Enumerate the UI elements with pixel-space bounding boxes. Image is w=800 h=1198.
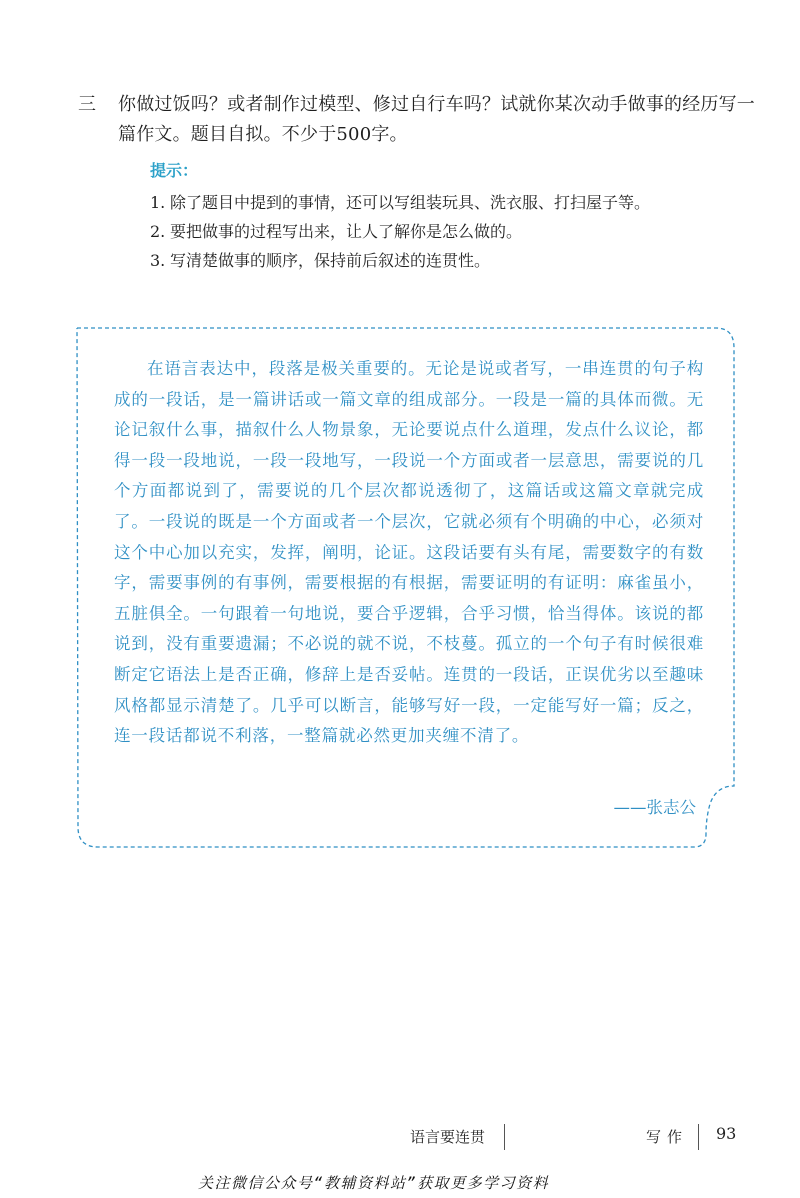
watermark-text: 关注微信公众号“教辅资料站”获取更多学习资料: [198, 1174, 550, 1192]
quote-box: [76, 324, 736, 851]
hint-text: 写清楚做事的顺序，保持前后叙述的连贯性。: [170, 251, 491, 270]
hint-item: [150, 246, 770, 275]
hint-text: 除了题目中提到的事情，还可以写组装玩具、洗衣服、打扫屋子等。: [170, 193, 651, 212]
hint-item: [150, 188, 770, 217]
footer-divider: [698, 1124, 699, 1150]
exercise-number: 三: [78, 94, 96, 115]
hint-list: [150, 188, 770, 275]
footer-divider: [504, 1124, 505, 1150]
hint-number: 1.: [150, 193, 166, 212]
hint-title: 提示：: [150, 161, 199, 180]
hint-text: 要把做事的过程写出来，让人了解你是怎么做的。: [170, 222, 523, 241]
footer-lesson-title: 语言要连贯: [410, 1128, 486, 1146]
page-number: 93: [716, 1124, 737, 1143]
hint-number: 2.: [150, 222, 166, 241]
quote-author: ——张志公: [613, 798, 696, 817]
footer-section-title: 写作: [646, 1128, 689, 1146]
hint-number: 3.: [150, 251, 166, 270]
quote-paragraph: 在语言表达中，段落是极关重要的。无论是说或者写，一串连贯的句子构成的一段话，是一篇讲话或一篇文章的组成部分。一段是一篇的具体而微。无论记叙什么事，描叙什么人物景象，无论要说点什么道理，发点什么议论，都得一段一段地说，一段一段地写，一段说一个方面或者一层意思，需要说的几个方面都说到了，需要说的几个层次都说透彻了，这篇话或这篇文章就完成了。一段说的既是一个方面或者一个层次，它就必须有个明确的中心，必须对这个中心加以充实，发挥，阐明，论证。这段话要有头有尾，需要数字的有数字，需要事例的有事例，需要根据的有根据，需要证明的有证明：麻雀虽小，五脏俱全。一句跟着一句地说，要合乎逻辑，合乎习惯，恰当得体。该说的都说到，没有重要遗漏；不必说的就不说，不枝蔓。孤立的一个句子有时候很难断定它语法上是否正确，修辞上是否妥帖。连贯的一段话，正误优劣以至趣味风格都显示清楚了。几乎可以断言，能够写好一段，一定能写好一篇；反之，连一段话都说不利落，一整篇就必然更加夹缠不清了。: [114, 359, 704, 746]
exercise-prompt: 你做过饭吗？或者制作过模型、修过自行车吗？试就你某次动手做事的经历写一篇作文。题目自拟。不少于500字。: [118, 94, 755, 145]
hint-item: [150, 217, 770, 246]
